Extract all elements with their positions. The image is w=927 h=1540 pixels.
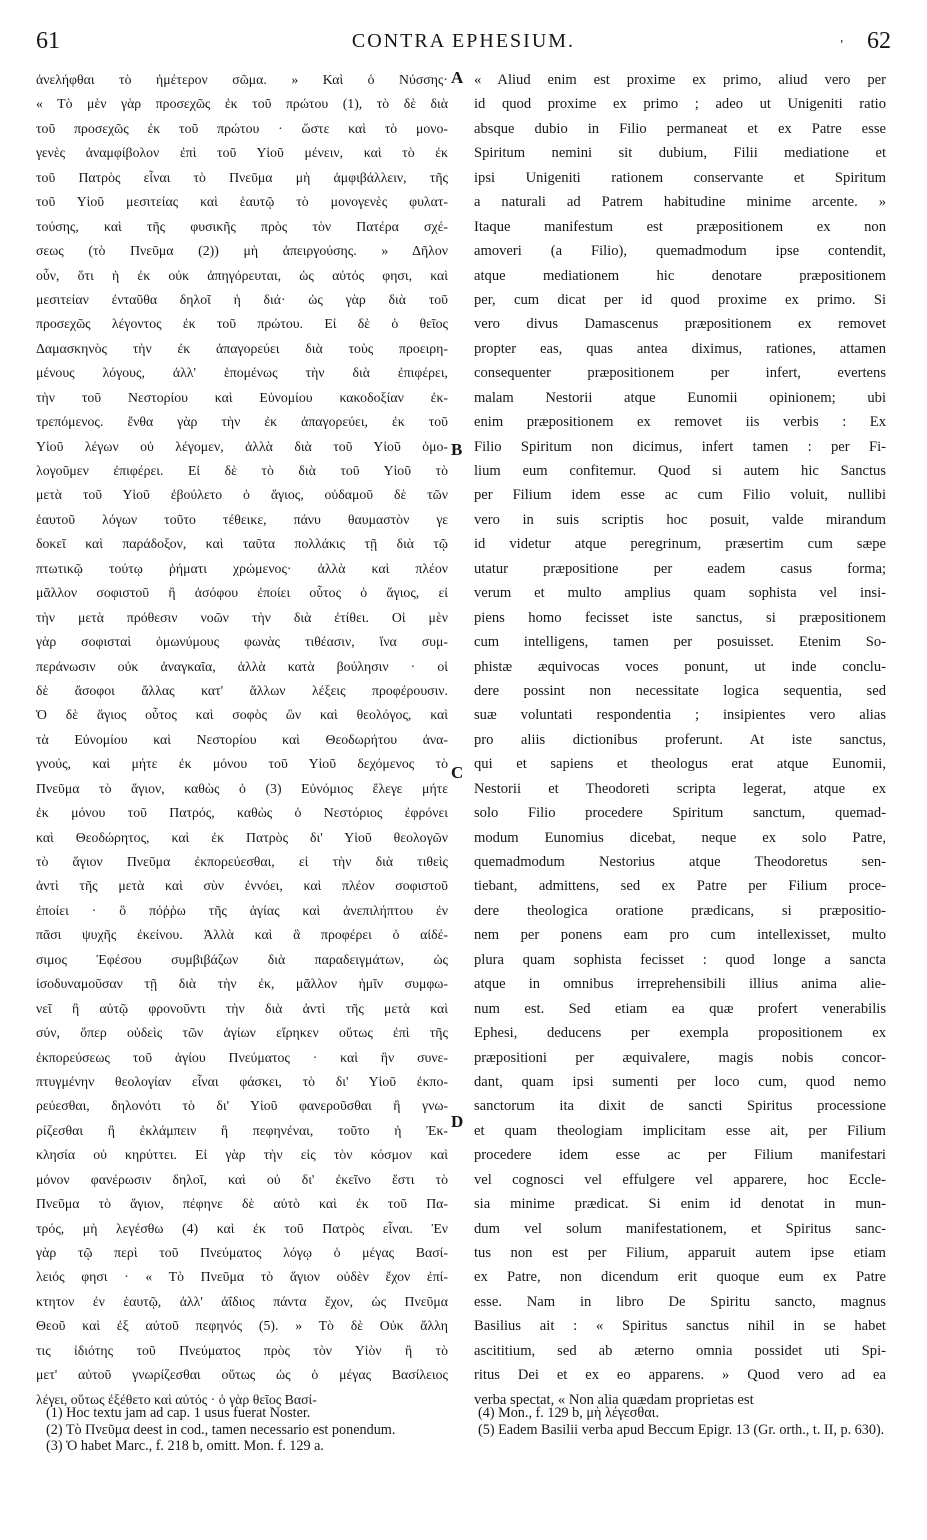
text-line: præpositioni per æquivalere, magis nobis concor-: [474, 1049, 886, 1066]
running-title: CONTRA EPHESIUM.: [351, 30, 576, 52]
text-line: Πνεῦμα τὸ ἅγιον, καθὼς ὁ (3) Εὐνόμιος ἔλεγε μήτε: [36, 780, 448, 796]
header-mark: ': [840, 38, 843, 53]
text-line: μετὰ τοῦ Υἱοῦ ἐβούλετο ὁ ἅγιος, οὐδαμοῦ δὲ τῶν: [36, 487, 448, 503]
text-line: περάνωσιν οὐκ ἀναγκαῖα, ἀλλὰ κατὰ βούλησιν · οἱ: [36, 658, 448, 674]
text-line: δοκεῖ καὶ παράδοξον, καὶ ταῦτα πολλάκις τῇ διὰ τῷ: [36, 536, 448, 552]
text-line: lium eum confitemur. Quod si autem hic Sanctus: [474, 463, 886, 479]
text-line: plura quam sophista fecisset : quod longe a sancta: [474, 951, 886, 968]
text-line: atque mediationem hic denotare præpositionem: [474, 267, 886, 284]
text-line: προσεχῶς λέγοντος ἐκ τοῦ πρώτου. Εἰ δὲ ὁ θεῖος: [36, 316, 448, 332]
text-line: per, cum dicat per id quod proxime ex primo. Si: [474, 291, 886, 308]
text-line: Θεοῦ καὶ ἐξ αὐτοῦ πεφηνός (5). » Τὸ δὲ Οὐκ ἄλλη: [36, 1318, 448, 1334]
text-line: id quod proxime ex primo ; adeo ut Unigeniti ratio: [474, 96, 886, 113]
text-line: tus non est per Filium, apparuit autem ipse etiam: [474, 1245, 886, 1261]
text-line: absque dubio in Filio permaneat et ex Patre esse: [474, 120, 886, 137]
text-line: λειός φησι · « Τὸ Πνεῦμα τὸ ἅγιον οὐδὲν ἔχον ἐπί-: [36, 1269, 448, 1285]
text-line: et quam theologiam implicitam esse ait, per Filium: [474, 1122, 886, 1139]
text-line: τοῦ Πατρὸς εἶναι τὸ Πνεῦμα μὴ ἀμφιβάλλειν, τῆς: [36, 169, 448, 185]
text-line: ἀντὶ τῆς μετὰ καὶ σὺν ἐννόει, καὶ πλέον σοφιστοῦ: [36, 878, 448, 894]
text-line: σύν, ὅπερ οὐδεὶς τῶν ἁγίων εἴρηκεν οὕτως ἐπὶ τῆς: [36, 1025, 448, 1041]
text-line: enim præpositionem ex removet iis verbis : Ex: [474, 414, 886, 431]
footnote: (2) Τὸ Πνεῦμα deest in cod., tamen necessario est ponendum.: [46, 1421, 396, 1438]
text-line: τὸ ἅγιον Πνεῦμα ἐκπορεύεσθαι, εἰ τὴν διὰ τιθεὶς: [36, 854, 448, 869]
text-line: ἰσοδυναμοῦσαν τῇ διὰ τὴν ἐκ, μᾶλλον ἡμῖν συμφω-: [36, 976, 448, 992]
text-line: λογοῦμεν ἐπιφέρει. Εἰ δὲ τὸ διὰ τοῦ Υἱοῦ τὸ: [36, 463, 448, 478]
text-line: ρίζεσθαι ἢ ἐκλάμπειν ἢ πεφηνέναι, τοῦτο ἡ Ἐκ-: [36, 1122, 448, 1138]
text-line: τὴν τοῦ Νεστορίου καὶ Εὐνομίου κακοδοξίαν ἐκ-: [36, 389, 448, 405]
text-line: sanctorum ita dixit de sancti Spiritus processione: [474, 1098, 886, 1115]
text-line: γενὲς ἀναμφίβολον ἐπὶ τοῦ Υἱοῦ μένειν, καὶ τὸ ἐκ: [36, 145, 448, 161]
text-line: « Aliud enim est proxime ex primo, aliud vero per: [474, 72, 886, 88]
text-line: suæ voluntati respondentia ; insipientes vero alias: [474, 707, 886, 724]
greek-text-column: [36, 68, 448, 1412]
text-line: Spiritum nemini sit dubium, Filii mediatione et: [474, 145, 886, 162]
text-line: καὶ Θεοδώρητος, καὶ ἐκ Πατρὸς δι' Υἱοῦ θεολογῶν: [36, 829, 448, 845]
text-line: esse. Nam in libro De Spiritu sancto, magnus: [474, 1293, 886, 1310]
text-line: ἐποίει · ὃ πόῤῥω τῆς ἁγίας καὶ ἀνεπιλήπτου ἐν: [36, 902, 448, 918]
text-line: δὲ ἄσοφοι ἄλλας κατ' ἄλλων λέξεις προφέρουσιν.: [36, 682, 448, 698]
text-line: « Τὸ μὲν γὰρ προσεχῶς ἐκ τοῦ πρώτου (1), τὸ δὲ διὰ: [36, 96, 448, 112]
text-line: qui et sapiens et theologus erat atque Eunomii,: [474, 756, 886, 773]
text-line: atque in omnibus irreprehensibili illius anima alie-: [474, 976, 886, 993]
footnote: (5) Eadem Basilii verba apud Beccum Epigr. 13 (Gr. orth., t. II, p. 630).: [478, 1421, 885, 1438]
text-line: ἀνελήφθαι τὸ ἡμέτερον σῶμα. » Καὶ ὁ Νύσσης·: [36, 72, 448, 87]
text-line: Nestorii et Theodoreti scripta legerat, atque ex: [474, 780, 886, 797]
text-line: vero divus Damascenus præpositionem ex removet: [474, 316, 886, 333]
text-line: ἑαυτοῦ λόγων τοῦτο τέθεικε, πάνυ θαυμαστὸν γε: [36, 511, 448, 527]
text-line: verba spectat, « Non alia quædam proprietas est: [474, 1391, 754, 1408]
text-line: ρεύεσθαι, δηλονότι τὸ δι' Υἱοῦ φανεροῦσθαι ἢ γνω-: [36, 1098, 448, 1114]
text-line: phistæ æquivocas voces ponunt, ut inde conclu-: [474, 658, 886, 675]
text-line: nem per ponens eam pro cum intellexisset, multo: [474, 927, 886, 944]
text-line: σιμος Ἐφέσου συμβιβάζων διὰ παραδειγμάτων, ὡς: [36, 951, 448, 967]
text-line: νεῖ ἢ αὐτῷ φρονοῦντι τὴν διὰ ἀντὶ τῆς μετὰ καὶ: [36, 1000, 448, 1016]
footnotes-left: [40, 1405, 452, 1455]
text-line: ascititium, sed ab æterno omnia possidet uti Spi-: [474, 1342, 886, 1359]
text-line: procedere idem esse ac per Filium manifestari: [474, 1147, 886, 1164]
text-line: num est. Sed etiam ea quæ profert venerabilis: [474, 1000, 886, 1017]
text-line: vel cognosci vel effulgere vel apparere, hoc Eccle-: [474, 1171, 886, 1188]
text-line: Υἱοῦ λέγων οὐ λέγομεν, ἀλλὰ διὰ τοῦ Υἱοῦ ὁμο-: [36, 438, 448, 454]
text-line: τοῦ προσεχῶς ἐκ τοῦ πρώτου · ὥστε καὶ τὸ μονο-: [36, 120, 448, 136]
text-line: τρεπόμενος. ἔνθα γὰρ τὴν ἐκ ἀπαγορεύει, ἐκ τοῦ: [36, 414, 448, 430]
text-line: Ephesi, deducens per exempla propositionem ex: [474, 1025, 886, 1042]
text-line: dum vel solum manifestationem, et Spiritus sanc-: [474, 1220, 886, 1237]
page-number-left: 61: [36, 28, 60, 54]
latin-text-column: [474, 68, 886, 1412]
text-line: ἐκ μόνου τοῦ Πατρός, καθὼς ὁ Νεστόριος ἐφρόνει: [36, 805, 448, 821]
text-line: πᾶσι ψυχῆς ἐκείνου. Ἀλλὰ καὶ ἃ προφέρει ὁ αἰδέ-: [36, 927, 448, 943]
text-line: τούσης, καὶ τῆς φυσικῆς πρὸς τὸν Πατέρα σχέ-: [36, 218, 448, 234]
text-line: ἐκπορεύσεως τοῦ ἁγίου Πνεύματος · καὶ ἣν συνε-: [36, 1049, 448, 1065]
text-line: Δαμασκηνὸς τὴν ἐκ ἀπαγορεύει διὰ τοὺς προειρη-: [36, 340, 448, 356]
footnote: (3) Ὁ habet Marc., f. 218 b, omitt. Mon. f. 129 a.: [46, 1438, 324, 1454]
text-line: malam Nestorii atque Eunomii opinionem; ubi: [474, 389, 886, 406]
text-line: μεσιτείαν ἐνταῦθα δηλοῖ ἡ διά· ὡς γὰρ διὰ τοῦ: [36, 291, 448, 307]
text-line: τοῦ Υἱοῦ μεσιτείας καὶ ἑαυτῷ τὸ μονογενὲς φυλατ-: [36, 194, 448, 210]
text-line: Πνεῦμα τὸ ἅγιον, πέφηνε δὲ αὐτὸ καὶ ἐκ τοῦ Πα-: [36, 1196, 448, 1212]
page-number-right: 62: [867, 28, 891, 54]
footnote: (1) Hoc textu jam ad cap. 1 usus fuerat Noster.: [46, 1405, 311, 1421]
text-line: μᾶλλον σοφιστοῦ ἢ ἀσόφου ἐποίει οὗτος ὁ ἅγιος, εἰ: [36, 585, 448, 601]
text-line: ritus Dei et ex eo apparens. » Quod vero ad ea: [474, 1367, 886, 1384]
text-line: Ὁ δὲ ἅγιος οὗτος καὶ σοφὸς ὢν καὶ θεολόγος, καὶ: [36, 707, 448, 723]
margin-letter-a: A: [451, 68, 464, 87]
text-line: ipsi Unigeniti rationem conservante et Spiritum: [474, 169, 886, 186]
text-line: amoveri (a Filio), quemadmodum ipse contendit,: [474, 243, 886, 260]
text-line: quemadmodum Nestorius atque Theodoretus sen-: [474, 854, 886, 870]
margin-letter-c: C: [451, 763, 464, 782]
text-line: τρός, μὴ λεγέσθω (4) καὶ ἐκ τοῦ Πατρὸς εἶναι. Ἐν: [36, 1220, 448, 1236]
text-line: dere possint non necessitate logica sequentia, sed: [474, 682, 886, 699]
text-line: per Filium idem esse ac cum Filio voluit, nullibi: [474, 487, 886, 504]
text-line: τὰ Εὐνομίου καὶ Νεστορίου καὶ Θεοδωρήτου ἀνα-: [36, 731, 448, 747]
text-line: κλησία οὐ κηρύττει. Εἰ γὰρ τὴν εἰς τὸν κόσμον καὶ: [36, 1147, 448, 1163]
text-line: a naturali ad Patrem habitudine minime arcente. »: [474, 194, 886, 211]
margin-letter-d: D: [451, 1112, 464, 1131]
text-line: μένους λόγους, ἀλλ' ἑπομένως τὴν διὰ ἐπιφέρει,: [36, 365, 448, 381]
text-line: pro aliis dictionibus proferunt. At iste sanctus,: [474, 731, 886, 748]
text-line: solo Filio procedere Spiritum sanctum, quemad-: [474, 805, 886, 822]
text-line: πτωτικῷ τούτῳ ῥήματι χρώμενος· ἀλλὰ καὶ πλέον: [36, 560, 448, 576]
text-line: ex Patre, non dicendum erit quoque eum ex Patre: [474, 1269, 886, 1286]
text-line: cum intelligens, tamen per posuisset. Etenim So-: [474, 634, 886, 651]
margin-letter-b: B: [451, 440, 463, 459]
footnotes-right: [478, 1405, 890, 1438]
text-line: τις ἰδιότης τοῦ Πνεύματος πρὸς τὸν Υἱὸν ἢ τὸ: [36, 1342, 448, 1358]
text-line: consequenter præpositionem per infert, evertens: [474, 365, 886, 382]
text-line: dere theologica oratione prædicans, si præpositio-: [474, 902, 886, 919]
text-line: tiebant, admittens, sed ex Patre per Filium proce-: [474, 878, 886, 895]
text-line: πτυγμένην θεολογίαν εἶναι φάσκει, τὸ δι' Υἱοῦ ἐκπο-: [36, 1073, 448, 1089]
text-line: utatur præpositione per eadem casus forma;: [474, 560, 886, 577]
text-line: id videtur atque peregrinum, præsertim cum sæpe: [474, 536, 886, 553]
text-line: σεως (τὸ Πνεῦμα (2)) μὴ ἀπειργούσης. » Δῆλον: [36, 243, 448, 259]
text-line: τὴν μετὰ πρόθεσιν νοῶν τὴν διὰ ἐτίθει. Οἱ μὲν: [36, 609, 448, 625]
text-line: propter eas, quas antea diximus, rationes, attamen: [474, 340, 886, 357]
text-line: vero in suis scriptis hoc posuit, valde mirandum: [474, 511, 886, 528]
text-line: verum et multo amplius quam sophista vel insi-: [474, 585, 886, 602]
footnote: (4) Mon., f. 129 b, μὴ λέγεσθαι.: [478, 1405, 660, 1421]
text-line: Filio Spiritum non dicimus, infert tamen : per Fi-: [474, 438, 886, 455]
text-line: οὖν, ὅτι ἡ ἐκ οὐκ ἀπηγόρευται, ὡς αὐτός φησι, καὶ: [36, 267, 448, 283]
text-line: dant, quam ipsi sumenti per loco cum, quod nemo: [474, 1073, 886, 1090]
text-line: μόνον φανέρωσιν δηλοῖ, καὶ οὐ δι' ἐκεῖνο ἔστι τὸ: [36, 1171, 448, 1187]
text-line: κτητον ἐν ἑαυτῷ, ἀλλ' ἀΐδιος πάντα ἔχον, ὡς Πνεῦμα: [36, 1293, 448, 1309]
text-line: μετ' αὐτοῦ γνωρίζεσθαι οὕτως ὡς ὁ μέγας Βασίλειος: [36, 1367, 448, 1383]
text-line: piens homo fecisset iste sanctus, si præpositionem: [474, 609, 886, 626]
text-line: γὰρ σοφισταὶ ὁμωνύμους φωνὰς τιθέασιν, ἵνα συμ-: [36, 634, 448, 650]
text-line: γὰρ τῷ περὶ τοῦ Πνεύματος λόγῳ ὁ μέγας Βασί-: [36, 1245, 448, 1260]
text-line: Itaque manifestum est præpositionem ex non: [474, 218, 886, 235]
running-header: [36, 28, 891, 62]
text-line: sia minime prædicat. Si enim id denotat in mun-: [474, 1196, 886, 1213]
text-line: γνούς, καὶ μήτε ἐκ μόνου τοῦ Υἱοῦ δεχόμενος τὸ: [36, 756, 448, 772]
text-line: modum Eunomius dicebat, neque ex solo Patre,: [474, 829, 886, 846]
text-line: λέγει, οὕτως ἐξέθετο καὶ αὐτός · ὁ γὰρ θεῖος Βασί-: [36, 1391, 317, 1407]
text-line: Basilius ait : « Spiritus sanctus nihil in se habet: [474, 1318, 886, 1335]
